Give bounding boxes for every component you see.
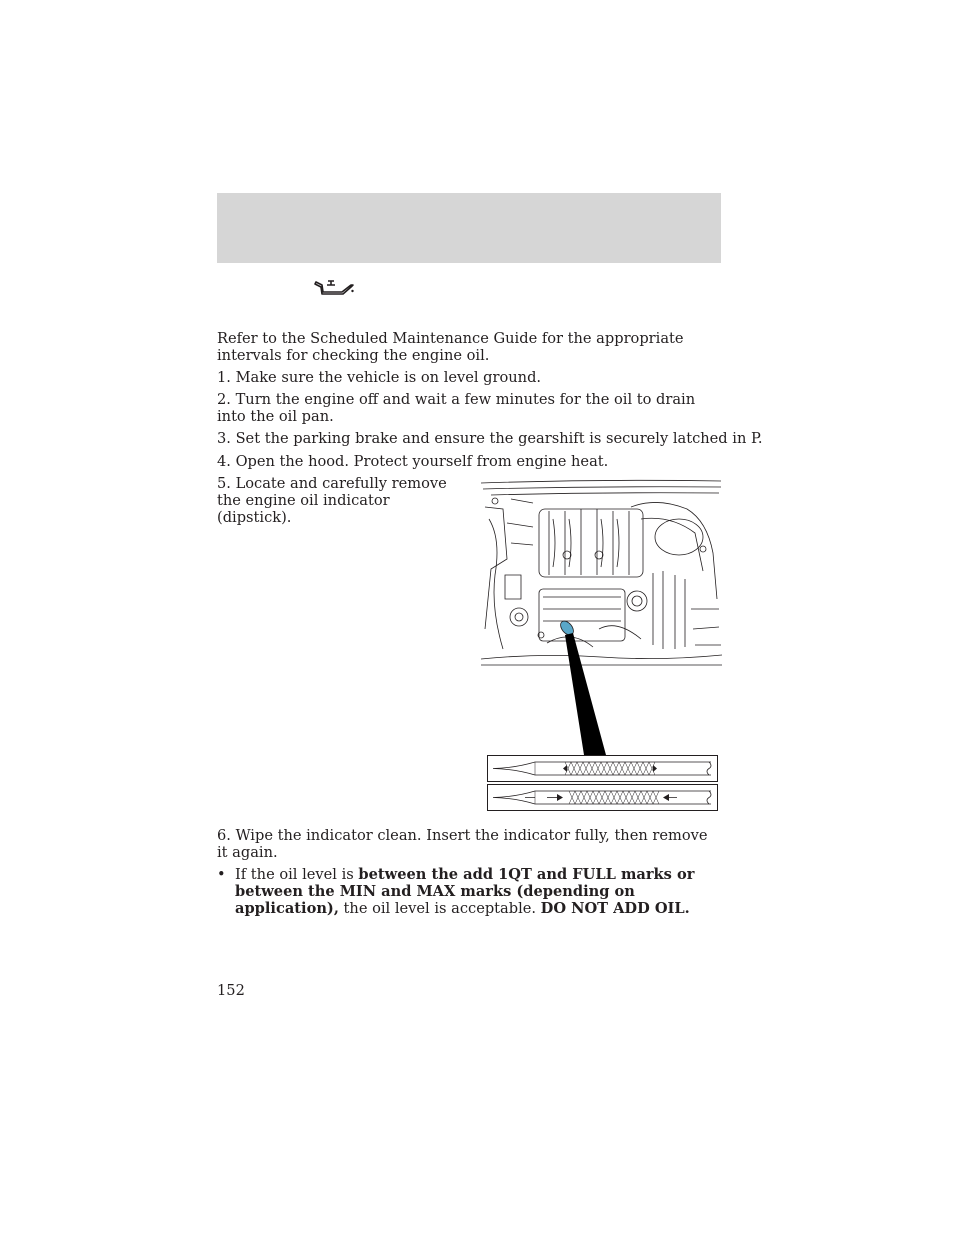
step-1: 1. Make sure the vehicle is on level ground.	[217, 369, 542, 386]
bullet-lead: If the oil level is	[235, 866, 359, 883]
bullet-do-not-add: DO NOT ADD OIL.	[540, 900, 690, 917]
step-6: 6. Wipe the indicator clean. Insert the indicator fully, then remove it again.	[217, 827, 708, 861]
step-5: 5. Locate and carefully remove the engine oil indicator (dipstick).	[217, 475, 447, 526]
intro-paragraph: Refer to the Scheduled Maintenance Guide for the appropriate intervals for checking the engine oil.	[217, 330, 684, 364]
step-2: 2. Turn the engine off and wait a few minutes for the oil to drain into the oil pan.	[217, 391, 696, 425]
bullet-middle: the oil level is acceptable.	[338, 900, 541, 917]
bullet-text	[235, 866, 725, 917]
bullet-dot: •	[217, 866, 226, 883]
dipstick-callout-pointer	[481, 479, 722, 759]
step-3: 3. Set the parking brake and ensure the gearshift is securely latched in P.	[217, 430, 763, 447]
page-number: 152	[217, 982, 245, 999]
oil-can-icon	[313, 276, 355, 296]
section-header-band	[217, 193, 721, 263]
dipstick-diagram-min-max	[487, 784, 718, 811]
dipstick-diagram-add-full	[487, 755, 718, 782]
bullet-bold-range: between the add 1QT and FULL marks or between the MIN and MAX marks (depending on application),	[235, 866, 695, 917]
step-4: 4. Open the hood. Protect yourself from engine heat.	[217, 453, 609, 470]
